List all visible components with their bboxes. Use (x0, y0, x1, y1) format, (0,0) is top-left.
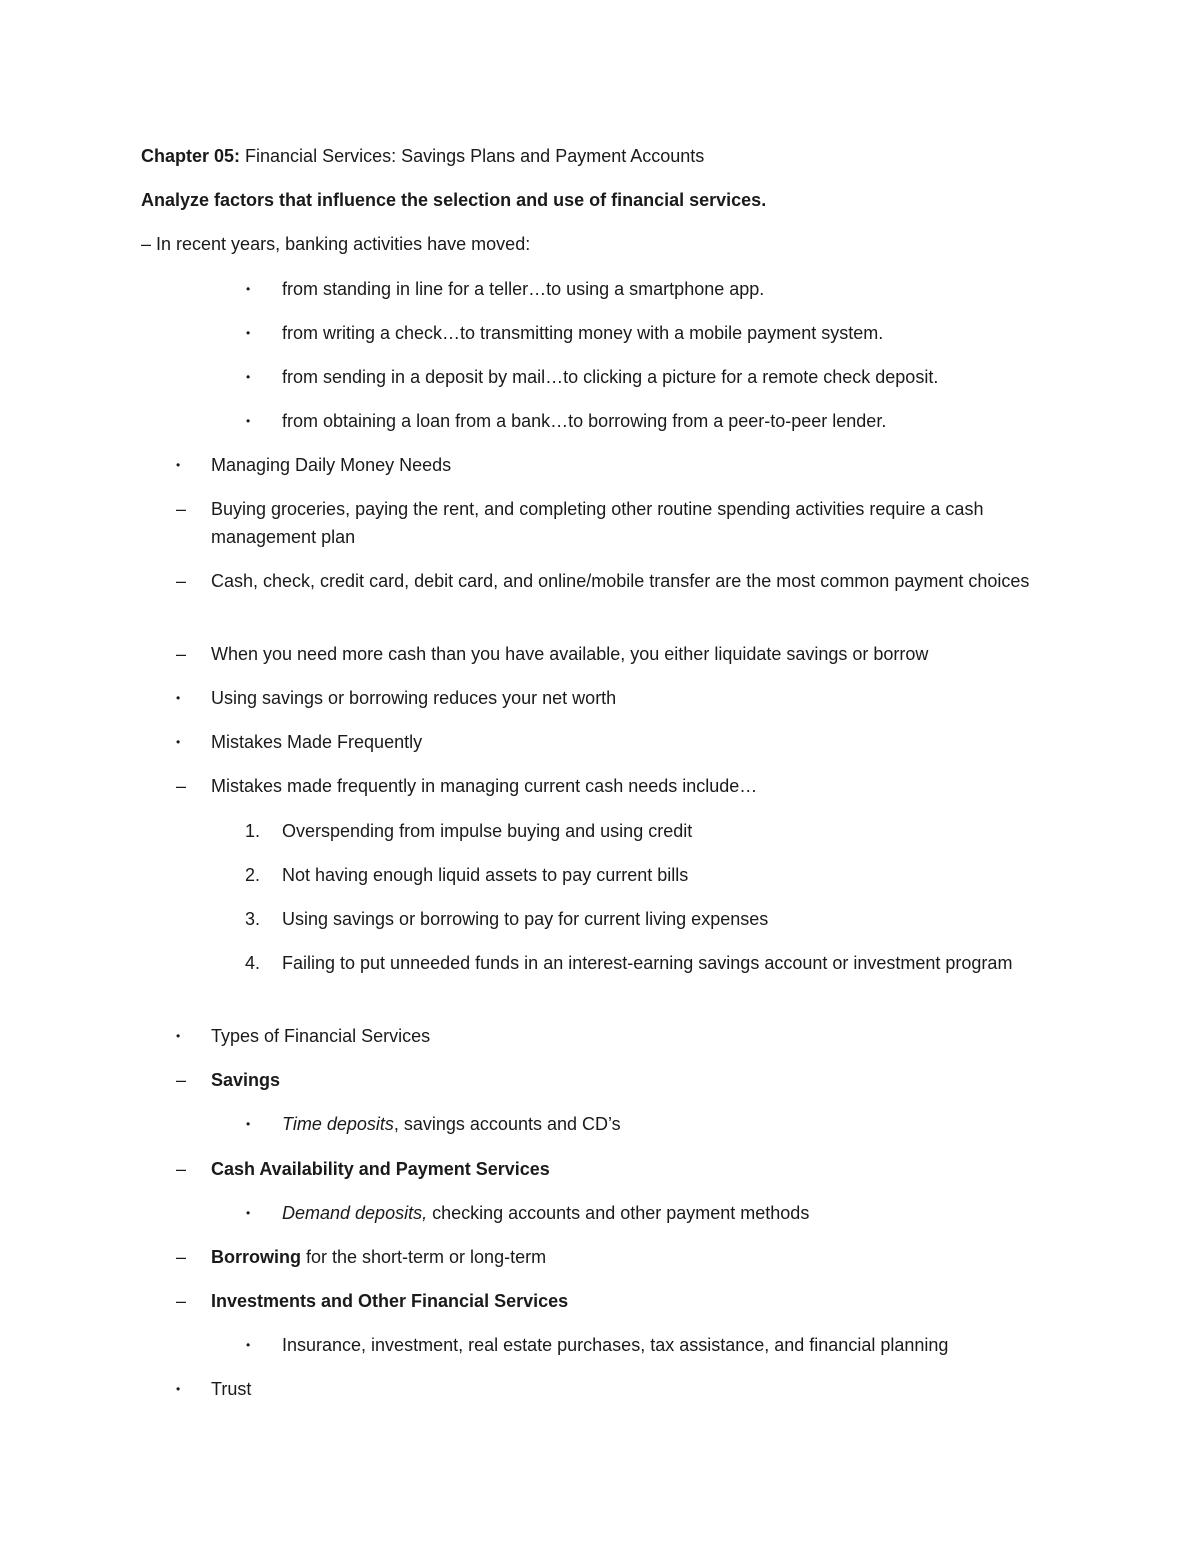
bullet-marker: • (246, 326, 251, 340)
dash-marker: – (176, 1247, 187, 1267)
bullet-marker: • (246, 282, 251, 296)
bullet-marker: • (246, 414, 251, 428)
term-description: checking accounts and other payment methods (427, 1203, 810, 1223)
bullet-marker: • (246, 370, 251, 384)
bullet-marker: • (176, 1382, 181, 1396)
dash-marker: – (176, 571, 187, 591)
list-item: from standing in line for a teller…to using a smartphone app. (282, 279, 765, 299)
list-item: Mistakes made frequently in managing current cash needs include… (211, 776, 758, 796)
term-description: , savings accounts and CD’s (393, 1114, 621, 1134)
chapter-title (141, 142, 704, 170)
list-item: Buying groceries, paying the rent, and completing other routine spending activities require a cash management plan (211, 499, 984, 547)
chapter-number: Chapter 05: (141, 146, 241, 166)
section-heading: Types of Financial Services (211, 1026, 431, 1046)
bullet-marker: • (176, 458, 181, 472)
bullet-marker: • (176, 735, 181, 749)
numbered-item: Not having enough liquid assets to pay current bills (282, 865, 689, 885)
section-heading: Trust (211, 1379, 252, 1399)
learning-objective: Analyze factors that influence the selection and use of financial services. (141, 190, 767, 210)
bullet-marker: • (246, 1338, 251, 1352)
dash-marker: – (176, 499, 187, 519)
numbered-item: Failing to put unneeded funds in an interest-earning savings account or investment program (282, 953, 1013, 973)
dash-marker: – (176, 1159, 187, 1179)
list-item (211, 1243, 546, 1271)
list-number: 1. (245, 821, 261, 841)
section-heading: Managing Daily Money Needs (211, 455, 452, 475)
dash-marker: – (176, 776, 187, 796)
list-number: 4. (245, 953, 261, 973)
numbered-item: Using savings or borrowing to pay for current living expenses (282, 909, 769, 929)
bullet-marker: • (176, 1029, 181, 1043)
term-description: for the short-term or long-term (301, 1247, 547, 1267)
numbered-item: Overspending from impulse buying and using credit (282, 821, 693, 841)
list-item: from sending in a deposit by mail…to clicking a picture for a remote check deposit. (282, 367, 939, 387)
bullet-marker: • (246, 1206, 251, 1220)
dash-marker: – (176, 1070, 187, 1090)
list-item: When you need more cash than you have available, you either liquidate savings or borrow (211, 644, 929, 664)
list-number: 3. (245, 909, 261, 929)
chapter-name: Financial Services: Savings Plans and Payment Accounts (240, 146, 705, 166)
list-item: Insurance, investment, real estate purchases, tax assistance, and financial planning (282, 1335, 949, 1355)
service-label: Investments and Other Financial Services (211, 1291, 569, 1311)
dash-marker: – (176, 1291, 187, 1311)
term-emphasis: Demand deposits, (282, 1203, 428, 1223)
intro-text: – In recent years, banking activities have moved: (141, 234, 531, 254)
list-item: Using savings or borrowing reduces your net worth (211, 688, 617, 708)
list-item: Cash, check, credit card, debit card, and online/mobile transfer are the most common payment choices (211, 571, 1030, 591)
service-label: Cash Availability and Payment Services (211, 1159, 550, 1179)
list-item (282, 1110, 621, 1138)
section-heading: Mistakes Made Frequently (211, 732, 423, 752)
dash-marker: – (176, 644, 187, 664)
bullet-marker: • (246, 1117, 251, 1131)
list-number: 2. (245, 865, 261, 885)
service-label: Savings (211, 1070, 281, 1090)
list-item: from obtaining a loan from a bank…to borrowing from a peer-to-peer lender. (282, 411, 887, 431)
list-item: from writing a check…to transmitting money with a mobile payment system. (282, 323, 884, 343)
bullet-marker: • (176, 691, 181, 705)
service-label: Borrowing (211, 1247, 301, 1267)
term-emphasis: Time deposits (282, 1114, 394, 1134)
list-item (282, 1199, 809, 1227)
